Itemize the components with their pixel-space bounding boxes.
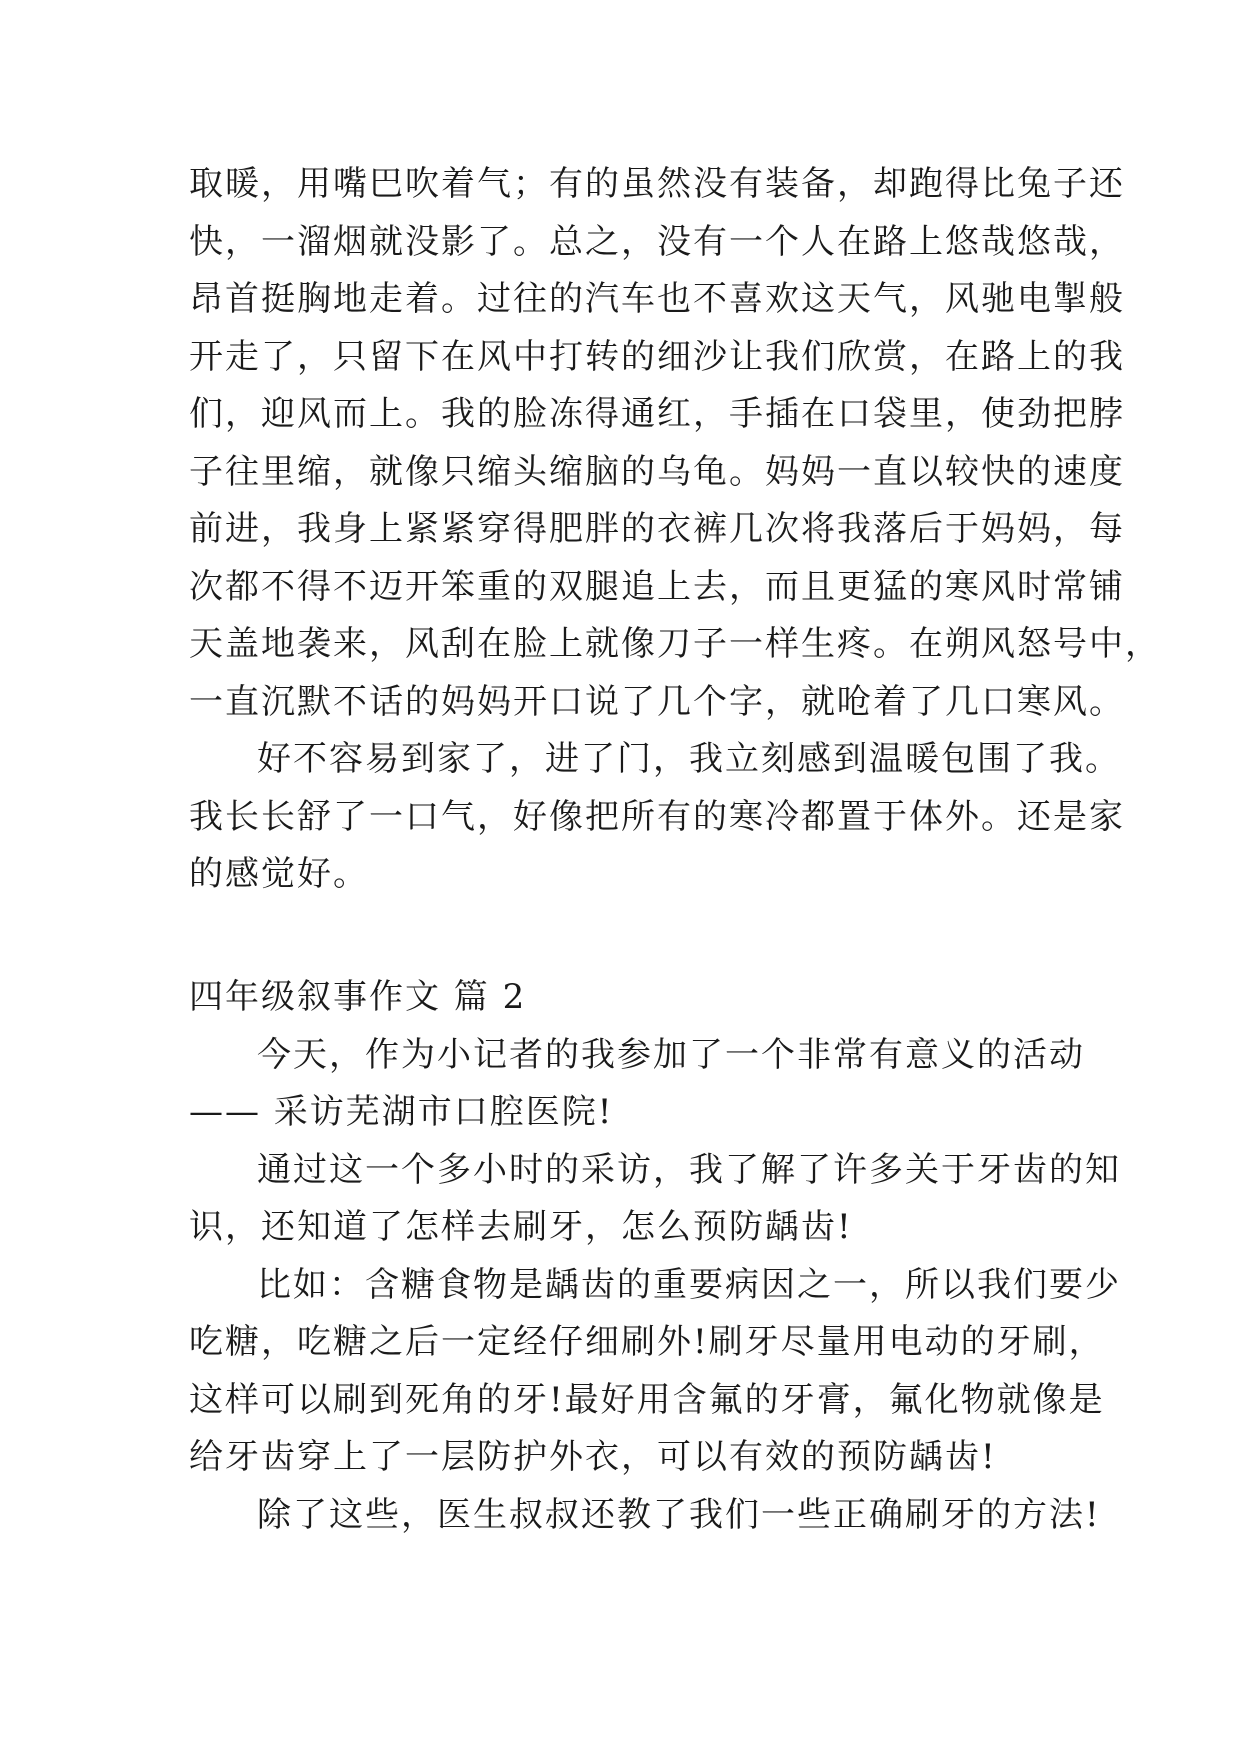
paragraph-line: 天盖地袭来，风刮在脸上就像刀子一样生疼。在朔风怒号中， — [189, 624, 1161, 664]
paragraph-line: 给牙齿穿上了一层防护外衣，可以有效的预防龋齿! — [189, 1437, 997, 1477]
paragraph-line: 一直沉默不话的妈妈开口说了几个字，就呛着了几口寒风。 — [189, 682, 1125, 722]
paragraph-line: 次都不得不迈开笨重的双腿追上去，而且更猛的寒风时常铺 — [189, 567, 1125, 607]
paragraph-line: 的感觉好。 — [189, 854, 369, 894]
paragraph-line: 通过这一个多小时的采访，我了解了许多关于牙齿的知 — [257, 1150, 1121, 1190]
paragraph-line: 吃糖，吃糖之后一定经仔细刷外!刷牙尽量用电动的牙刷， — [189, 1322, 1105, 1362]
paragraph-line: 快，一溜烟就没影了。总之，没有一个人在路上悠哉悠哉， — [189, 222, 1125, 262]
section-heading: 四年级叙事作文 篇 2 — [189, 977, 527, 1017]
paragraph-line: 识，还知道了怎样去刷牙，怎么预防龋齿! — [189, 1207, 853, 1247]
paragraph-line: 好不容易到家了，进了门，我立刻感到温暖包围了我。 — [257, 739, 1121, 779]
paragraph-line: —— 采访芜湖市口腔医院! — [189, 1092, 614, 1132]
paragraph-line: 前进，我身上紧紧穿得肥胖的衣裤几次将我落后于妈妈，每 — [189, 509, 1125, 549]
paragraph-line: 我长长舒了一口气，好像把所有的寒冷都置于体外。还是家 — [189, 797, 1125, 837]
paragraph-line: 子往里缩，就像只缩头缩脑的乌龟。妈妈一直以较快的速度 — [189, 452, 1125, 492]
paragraph-line: 比如：含糖食物是龋齿的重要病因之一，所以我们要少 — [257, 1265, 1121, 1305]
paragraph-line: 这样可以刷到死角的牙!最好用含氟的牙膏，氟化物就像是 — [189, 1380, 1105, 1420]
paragraph-line: 除了这些，医生叔叔还教了我们一些正确刷牙的方法! — [257, 1495, 1101, 1535]
paragraph-line: 们，迎风而上。我的脸冻得通红，手插在口袋里，使劲把脖 — [189, 394, 1125, 434]
paragraph-line: 开走了，只留下在风中打转的细沙让我们欣赏，在路上的我 — [189, 337, 1125, 377]
paragraph-line: 昂首挺胸地走着。过往的汽车也不喜欢这天气，风驰电掣般 — [189, 279, 1125, 319]
paragraph-line: 今天，作为小记者的我参加了一个非常有意义的活动 — [257, 1035, 1085, 1075]
paragraph-line: 取暖，用嘴巴吹着气；有的虽然没有装备，却跑得比兔子还 — [189, 164, 1125, 204]
